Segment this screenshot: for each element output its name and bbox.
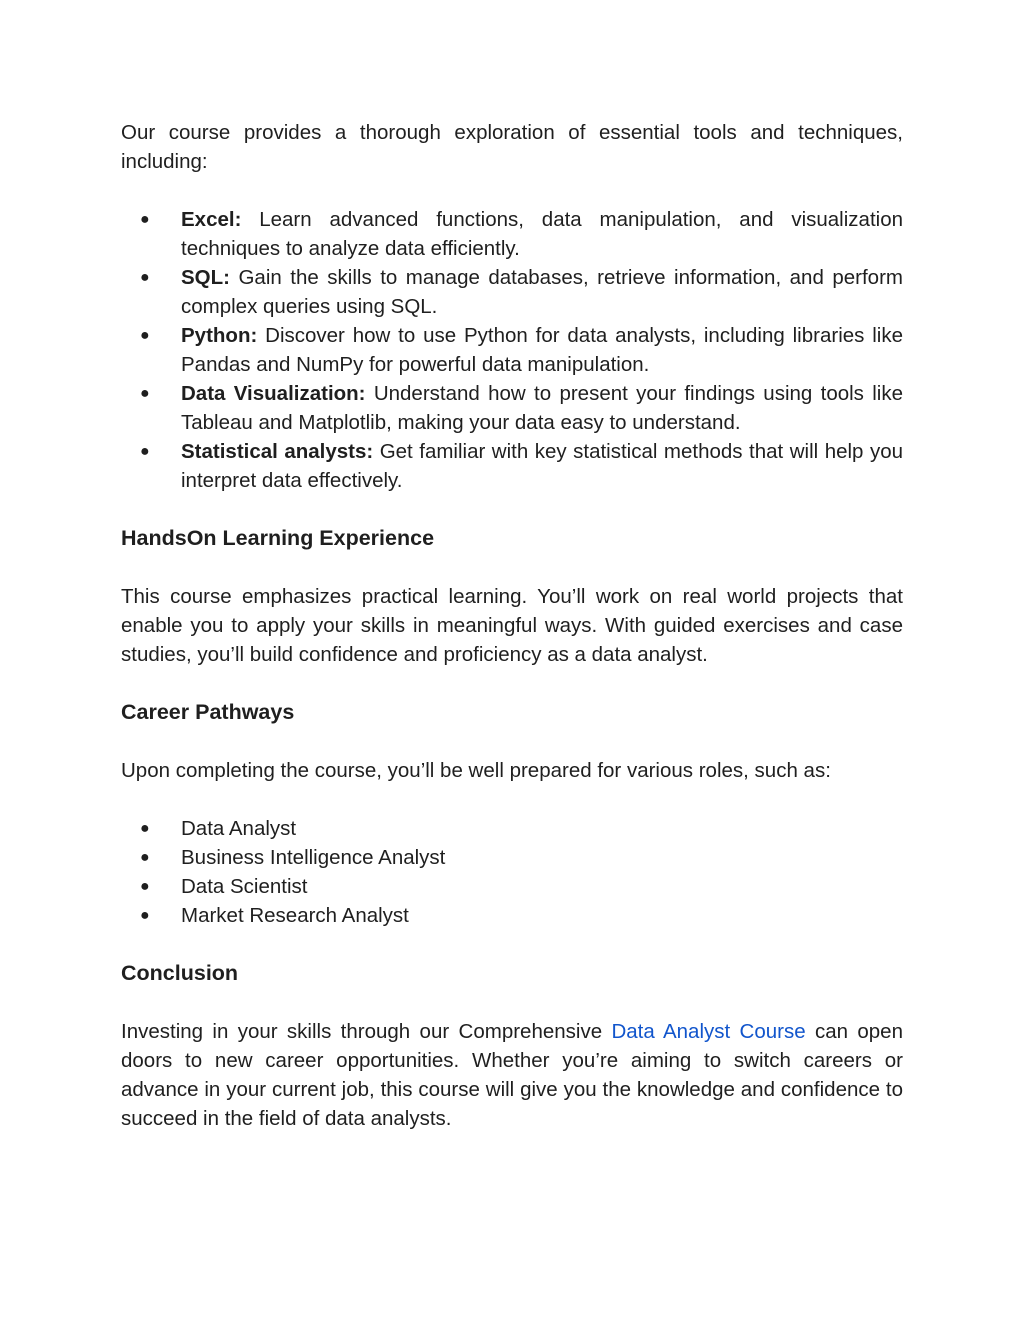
list-item — [121, 814, 903, 843]
roles-list — [121, 814, 903, 930]
career-paragraph: Upon completing the course, you’ll be well prepared for various roles, such as: — [121, 759, 831, 782]
bullet-icon: ● — [140, 820, 150, 837]
tool-description: Discover how to use Python for data analysts, including libraries like Pandas and NumPy for powerful data manipulation. — [181, 324, 903, 376]
conclusion-text-start: Investing in your skills through our Comprehensive — [121, 1020, 612, 1043]
list-item — [121, 321, 903, 379]
section-heading-handson: HandsOn Learning Experience — [121, 526, 435, 550]
list-item — [121, 843, 903, 872]
data-analyst-course-link[interactable]: Data Analyst Course — [611, 1020, 806, 1043]
list-item — [121, 379, 903, 437]
document-page — [121, 118, 903, 1133]
bullet-icon: ● — [140, 211, 150, 228]
list-item — [121, 901, 903, 930]
list-item — [121, 872, 903, 901]
role-label: Business Intelligence Analyst — [181, 846, 446, 869]
tool-term: SQL: — [181, 266, 230, 289]
bullet-icon: ● — [140, 269, 150, 286]
tool-description: Get familiar with key statistical methods that will help you interpret data effectively. — [181, 440, 903, 492]
tool-term: Python: — [181, 324, 258, 347]
role-label: Data Scientist — [181, 875, 308, 898]
conclusion-paragraph — [121, 1017, 903, 1133]
bullet-icon: ● — [140, 878, 150, 895]
tool-term: Excel: — [181, 208, 242, 231]
tools-list — [121, 205, 903, 495]
tool-description: Learn advanced functions, data manipulation, and visualization techniques to analyze data efficiently. — [181, 208, 903, 260]
role-label: Market Research Analyst — [181, 904, 409, 927]
section-heading-conclusion: Conclusion — [121, 961, 239, 985]
bullet-icon: ● — [140, 385, 150, 402]
bullet-icon: ● — [140, 327, 150, 344]
list-item — [121, 205, 903, 263]
conclusion-text-end: can open doors to new career opportunities. Whether you’re aiming to switch careers or advance in your current job, this course will give you the knowledge and confidence to succeed in the field of data analysts. — [121, 1020, 903, 1130]
role-label: Data Analyst — [181, 817, 297, 840]
tool-description: Understand how to present your findings using tools like Tableau and Matplotlib, making your data easy to understand. — [181, 382, 904, 434]
tool-description: Gain the skills to manage databases, retrieve information, and perform complex queries using SQL. — [181, 266, 903, 318]
bullet-icon: ● — [140, 907, 150, 924]
tool-term: Data Visualization: — [181, 382, 366, 405]
handson-paragraph: This course emphasizes practical learning. You’ll work on real world projects that enable you to apply your skills in meaningful ways. With guided exercises and case studies, you’ll build confidence and proficiency as a data analyst. — [121, 585, 903, 666]
bullet-icon: ● — [140, 443, 150, 460]
section-heading-career: Career Pathways — [121, 700, 295, 724]
bullet-icon: ● — [140, 849, 150, 866]
list-item — [121, 263, 903, 321]
intro-paragraph: Our course provides a thorough exploration of essential tools and techniques, including: — [121, 121, 903, 173]
tool-term: Statistical analysts: — [181, 440, 374, 463]
list-item — [121, 437, 903, 495]
